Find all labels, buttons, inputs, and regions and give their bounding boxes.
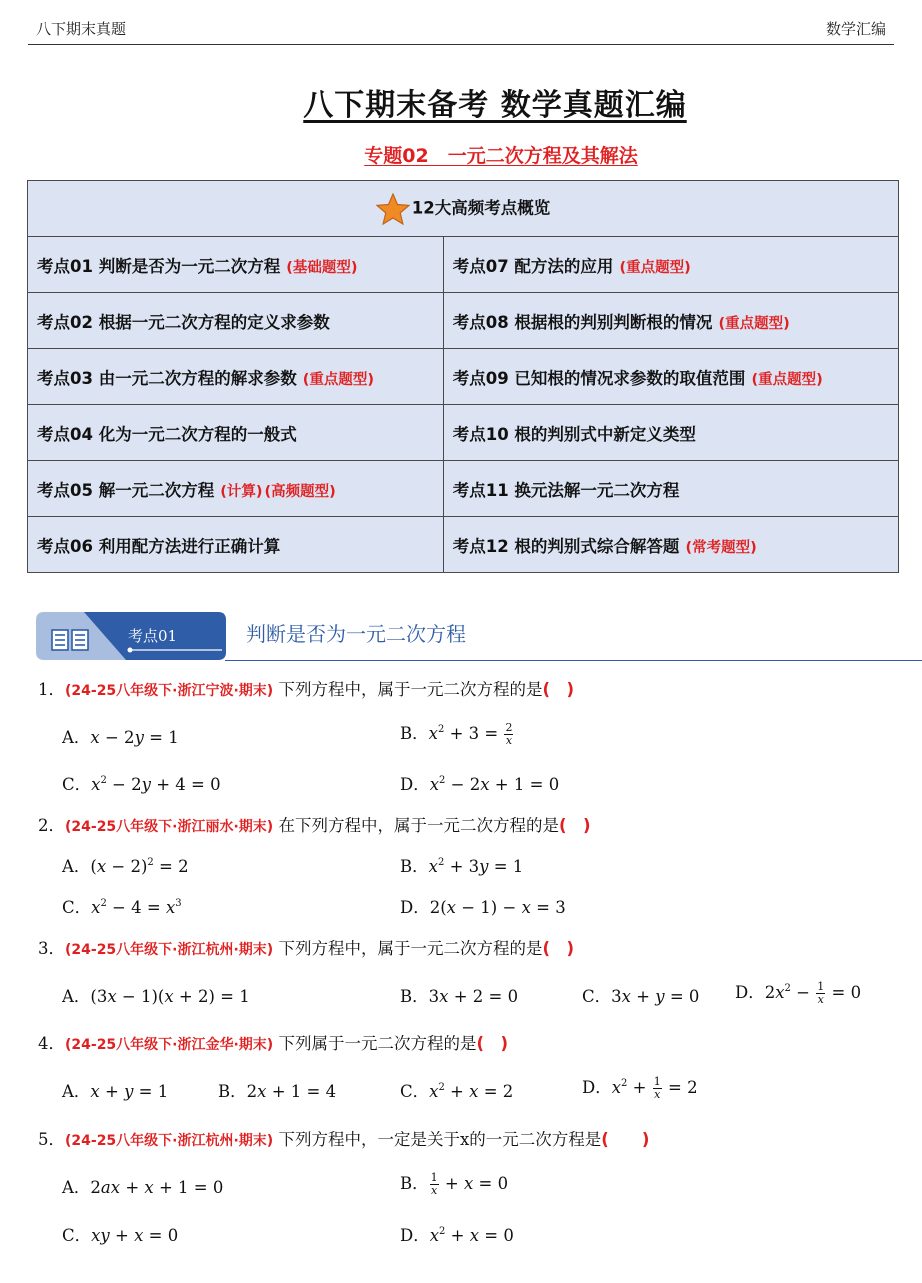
topic-tag: (常考题型)	[685, 539, 757, 556]
page-title: 八下期末备考 数学真题汇编	[303, 88, 687, 123]
option-a: A．(3x − 1)(x + 2) = 1	[62, 987, 250, 1006]
question-stem	[38, 676, 574, 700]
option-b: B．2x + 1 = 4	[218, 1082, 337, 1101]
topic-cell	[28, 405, 444, 461]
topic-cell	[443, 405, 898, 461]
topic-label: 考点11 换元法解一元二次方程	[452, 480, 680, 500]
question-source: (24-25八年级下·浙江杭州·期末)	[65, 1133, 274, 1149]
section-label: 考点01	[128, 627, 178, 645]
topic-tag: (重点题型)	[718, 315, 790, 332]
overview-heading: 12大高频考点概览	[411, 198, 551, 217]
question-stem	[38, 812, 591, 836]
option-a: A．x + y = 1	[62, 1082, 169, 1101]
option-d: D．2(x − 1) − x = 3	[400, 898, 566, 917]
topic-cell	[443, 517, 898, 573]
overview-heading-cell	[28, 181, 899, 237]
topic-label: 考点05 解一元二次方程	[37, 480, 215, 500]
topic-tag: (基础题型)	[286, 259, 358, 276]
topic-cell	[28, 517, 444, 573]
question-number: 1．	[38, 680, 65, 699]
option-b: B． $\frac{1}{x}$ + x = 0	[400, 1171, 509, 1197]
topic-cell	[443, 349, 898, 405]
question-stem	[38, 1030, 508, 1054]
answer-blank: ( )	[476, 1034, 509, 1053]
topic-label: 考点10 根的判别式中新定义类型	[452, 424, 696, 444]
topic-label: 考点04 化为一元二次方程的一般式	[37, 424, 297, 444]
topic-cell	[28, 349, 444, 405]
option-c: C．$x^2 + x = 2$	[400, 1082, 514, 1101]
answer-blank: ( )	[601, 1130, 650, 1149]
question-text: 下列方程中，属于一元二次方程的是	[278, 680, 543, 699]
topic-cell	[28, 293, 444, 349]
topic-tag: (重点题型)	[751, 371, 823, 388]
topic-label: 考点01 判断是否为一元二次方程	[37, 256, 281, 276]
topic-cell	[28, 461, 444, 517]
option-b: B．$x^2 + 3$ = $\frac{2}{x}$	[400, 721, 513, 747]
option-b: B．3x + 2 = 0	[400, 987, 519, 1006]
question-number: 4．	[38, 1034, 65, 1053]
topic-cell	[443, 293, 898, 349]
topic-tag: (重点题型)	[302, 371, 374, 388]
question-stem	[38, 1126, 649, 1150]
option-c: C．$x^2 - 4 = x^3$	[62, 898, 182, 917]
question-text: 下列方程中，一定是关于x的一元二次方程是	[278, 1130, 602, 1149]
topic-label: 考点12 根的判别式综合解答题	[452, 536, 680, 556]
topic-cell	[443, 461, 898, 517]
question-text: 下列方程中，属于一元二次方程的是	[278, 939, 543, 958]
topic-label: 考点02 根据一元二次方程的定义求参数	[37, 312, 330, 332]
header-right: 数学汇编	[825, 20, 886, 38]
topic-label: 考点03 由一元二次方程的解求参数	[37, 368, 297, 388]
option-a: A．x − 2y = 1	[62, 728, 179, 747]
topic-label: 考点06 利用配方法进行正确计算	[37, 536, 281, 556]
question-text: 下列属于一元二次方程的是	[278, 1034, 477, 1053]
page-subtitle: 专题02 一元二次方程及其解法	[364, 145, 638, 167]
option-d: D．$x^2 - 2x + 1 = 0$	[400, 775, 560, 794]
option-c: C．$x^2 - 2y + 4 = 0$	[62, 775, 221, 794]
header-rule	[28, 44, 894, 45]
option-c: C．xy + x = 0	[62, 1226, 179, 1245]
section-title: 判断是否为一元二次方程	[246, 622, 466, 646]
topic-label: 考点07 配方法的应用	[452, 256, 614, 276]
overview-table	[27, 180, 899, 573]
option-a: A．$(x - 2)^2 = 2$	[62, 857, 189, 876]
answer-blank: ( )	[558, 816, 591, 835]
topic-tag: (计算)	[220, 483, 263, 500]
option-d: D．$x^2 + x = 0$	[400, 1226, 514, 1245]
topic-cell	[443, 237, 898, 293]
question-number: 2．	[38, 816, 65, 835]
topic-tag: (高频题型)	[264, 483, 336, 500]
option-d: D．$x^2$ + $\frac{1}{x}$ = 2	[582, 1075, 698, 1101]
question-number: 3．	[38, 939, 65, 958]
section-rule	[225, 660, 922, 661]
option-a: A．2ax + x + 1 = 0	[62, 1178, 224, 1197]
question-source: (24-25八年级下·浙江杭州·期末)	[65, 942, 274, 958]
question-number: 5．	[38, 1130, 65, 1149]
topic-label: 考点08 根据根的判别判断根的情况	[452, 312, 713, 332]
question-source: (24-25八年级下·浙江宁波·期末)	[65, 683, 274, 699]
question-source: (24-25八年级下·浙江丽水·期末)	[65, 819, 274, 835]
question-stem	[38, 935, 574, 959]
answer-blank: ( )	[542, 939, 575, 958]
topic-label: 考点09 已知根的情况求参数的取值范围	[452, 368, 746, 388]
star-icon	[376, 193, 410, 225]
answer-blank: ( )	[542, 680, 575, 699]
question-text: 在下列方程中，属于一元二次方程的是	[278, 816, 559, 835]
topic-cell	[28, 237, 444, 293]
option-d: D．$2x^2$ − $\frac{1}{x}$ = 0	[735, 980, 862, 1006]
topic-tag: (重点题型)	[619, 259, 691, 276]
option-c: C．3x + y = 0	[582, 987, 700, 1006]
question-source: (24-25八年级下·浙江金华·期末)	[65, 1037, 274, 1053]
header-left: 八下期末真题	[36, 20, 127, 38]
option-b: B．$x^2 + 3y = 1$	[400, 857, 524, 876]
